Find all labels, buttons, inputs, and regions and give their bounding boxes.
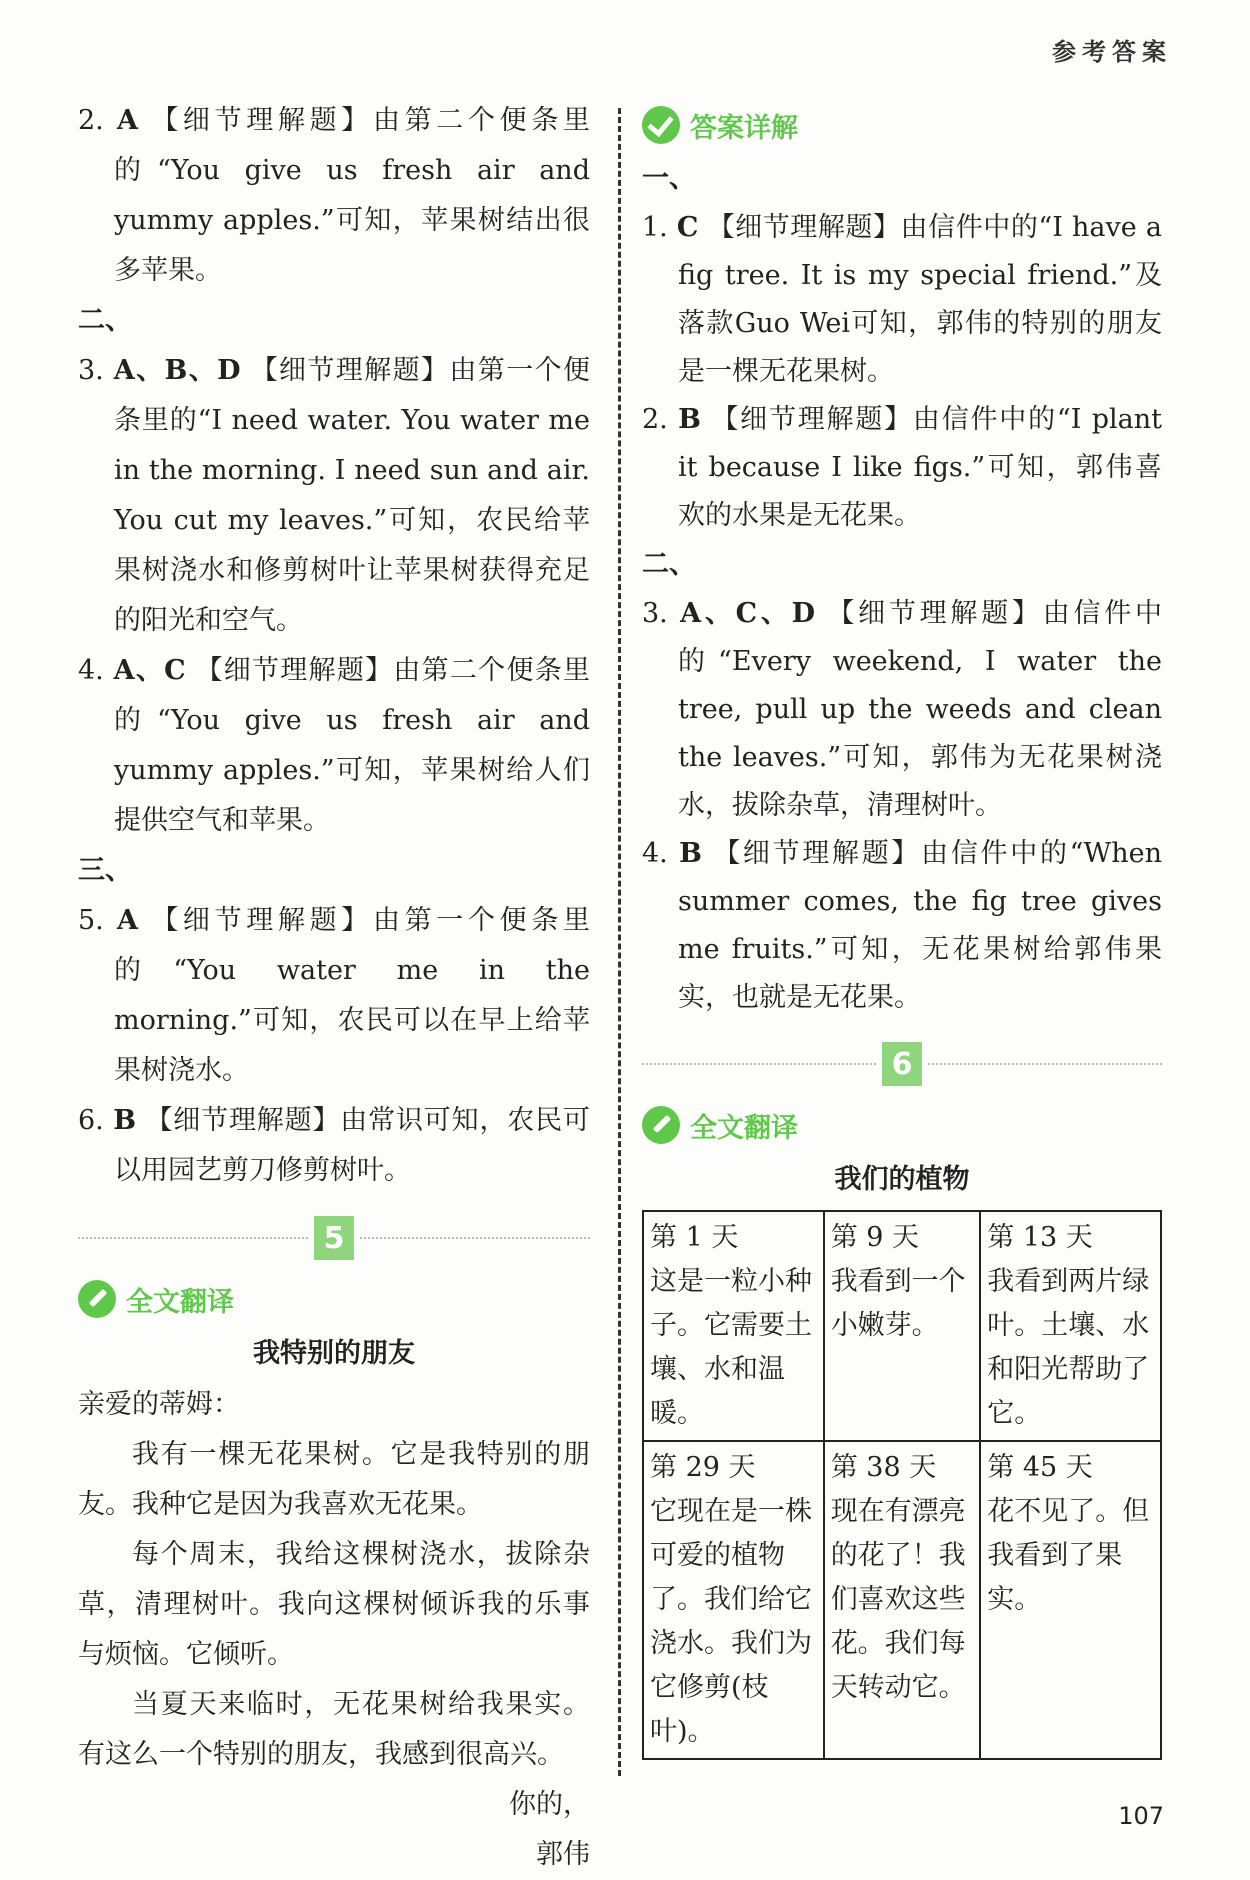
item-explanation: 【细节理解题】由信件中的“When summer comes, the fig tree gives me fruits.”可知，无花果树给郭伟果实，也就是无花果。 [678,838,1162,1013]
table-cell [980,1441,1161,1759]
table-cell [824,1441,981,1759]
item-explanation: 【细节理解题】由第二个便条里的“You give us fresh air and yummy apples.”可知，苹果树结出很多苹果。 [114,105,590,286]
table-title: 我们的植物 [834,1164,970,1195]
item-answer: C [676,212,699,243]
day-label: 第 13 天 [987,1222,1093,1253]
left-column [78,96,590,1880]
table-cell [643,1441,824,1759]
answer-item [78,346,590,646]
letter-title: 我特别的朋友 [253,1338,415,1369]
pen-icon [78,1280,116,1318]
table-row [643,1441,1161,1759]
item-explanation: 【细节理解题】由第二个便条里的“You give us fresh air and yummy apples.”可知，苹果树给人们提供空气和苹果。 [114,655,590,836]
table-row [643,1211,1161,1441]
letter-paragraph: 当夏天来临时，无花果树给我果实。有这么一个特别的朋友，我感到很高兴。 [78,1689,590,1770]
unit-separator [78,1210,590,1266]
item-explanation: 【细节理解题】由信件中的“I plant it because I like figs.”可知，郭伟喜欢的水果是无花果。 [678,404,1162,531]
unit-number-tile: 5 [314,1216,354,1260]
item-number: 1. [642,212,668,243]
item-number: 4. [78,655,104,686]
item-answer: A [117,905,138,936]
item-explanation: 【细节理解题】由常识可知，农民可以用园艺剪刀修剪树叶。 [114,1105,590,1186]
table-cell [824,1211,981,1441]
item-number: 5. [78,905,104,936]
cell-text: 我看到两片绿叶。土壤、水和阳光帮助了它。 [987,1266,1150,1429]
translation-heading [78,1270,590,1328]
dotted-line [360,1237,590,1239]
letter-closing: 你的， [509,1789,590,1820]
answer-item [642,204,1162,396]
cell-text: 花不见了。但我看到了果实。 [987,1496,1150,1615]
letter-signature: 郭伟 [536,1839,590,1870]
item-answer: B [678,404,701,435]
table-cell [643,1211,824,1441]
plant-diary-table [642,1210,1162,1760]
item-answer: A、C、D [680,598,816,629]
section-heading: 二、 [642,549,696,580]
day-label: 第 9 天 [830,1222,920,1253]
answer-item [78,646,590,846]
item-number: 6. [78,1105,104,1136]
letter-paragraph: 每个周末，我给这棵树浇水，拔除杂草，清理树叶。我向这棵树倾诉我的乐事与烦恼。它倾听。 [78,1539,590,1670]
letter-paragraph: 我有一棵无花果树。它是我特别的朋友。我种它是因为我喜欢无花果。 [78,1439,590,1520]
item-answer: B [113,1105,137,1136]
translation-heading [642,1096,1162,1154]
item-number: 2. [642,404,668,435]
cell-text: 这是一粒小种子。它需要土壤、水和温暖。 [650,1266,812,1429]
right-column [642,96,1162,1760]
translation-heading-text: 全文翻译 [690,1112,798,1144]
item-answer: B [679,838,702,869]
dotted-line [78,1237,308,1239]
pen-icon [642,1106,680,1144]
day-label: 第 38 天 [830,1452,937,1483]
section-heading: 三、 [78,855,132,886]
item-number: 3. [642,598,668,629]
item-explanation: 【细节理解题】由第一个便条里的“I need water. You water me in the morning. I need sun and air. You cut my leaves.”可知，农民给苹果树浇水和修剪树叶让苹果树获得充足的阳光和空气。 [114,355,591,636]
answer-item [78,96,590,296]
page-number: 107 [1118,1802,1164,1830]
item-number: 4. [642,838,668,869]
answer-item [642,590,1162,830]
unit-separator [642,1036,1162,1092]
day-label: 第 45 天 [987,1452,1093,1483]
dotted-line [928,1063,1162,1065]
answers-heading [642,96,1162,154]
dotted-line [642,1063,876,1065]
item-explanation: 【细节理解题】由信件中的“I have a fig tree. It is my special friend.”及落款Guo Wei可知，郭伟的特别的朋友是一棵无花果树。 [678,212,1162,387]
item-answer: A [117,105,138,136]
letter-translation [78,1328,590,1880]
item-explanation: 【细节理解题】由第一个便条里的“You water me in the morning.”可知，农民可以在早上给苹果树浇水。 [114,905,590,1086]
answers-heading-text: 答案详解 [690,112,798,144]
column-divider [618,108,621,1776]
check-icon [642,106,680,144]
day-label: 第 29 天 [650,1452,756,1483]
answer-item [78,896,590,1096]
letter-greeting: 亲爱的蒂姆： [78,1389,240,1420]
answer-item [642,396,1162,540]
unit-number-tile: 6 [882,1042,922,1086]
item-number: 3. [78,355,104,386]
translation-heading-text: 全文翻译 [126,1286,234,1318]
section-heading: 二、 [78,305,132,336]
item-answer: A、C [113,655,186,686]
table-cell [980,1211,1161,1441]
day-label: 第 1 天 [650,1222,739,1253]
cell-text: 我看到一个小嫩芽。 [830,1266,966,1341]
item-number: 2. [78,105,104,136]
cell-text: 现在有漂亮的花了！我们喜欢这些花。我们每天转动它。 [830,1496,966,1703]
answer-item [78,1096,590,1196]
cell-text: 它现在是一株可爱的植物了。我们给它浇水。我们为它修剪(枝叶)。 [650,1496,812,1747]
section-heading: 一、 [642,163,696,194]
answer-item [642,830,1162,1022]
item-answer: A、B、D [113,355,241,386]
header-label: 参考答案 [1052,38,1172,66]
item-explanation: 【细节理解题】由信件中的“Every weekend, I water the tree, pull up the weeds and clean the leaves.”可知，郭伟为无花果树浇水，拔除杂草，清理树叶。 [678,598,1163,821]
